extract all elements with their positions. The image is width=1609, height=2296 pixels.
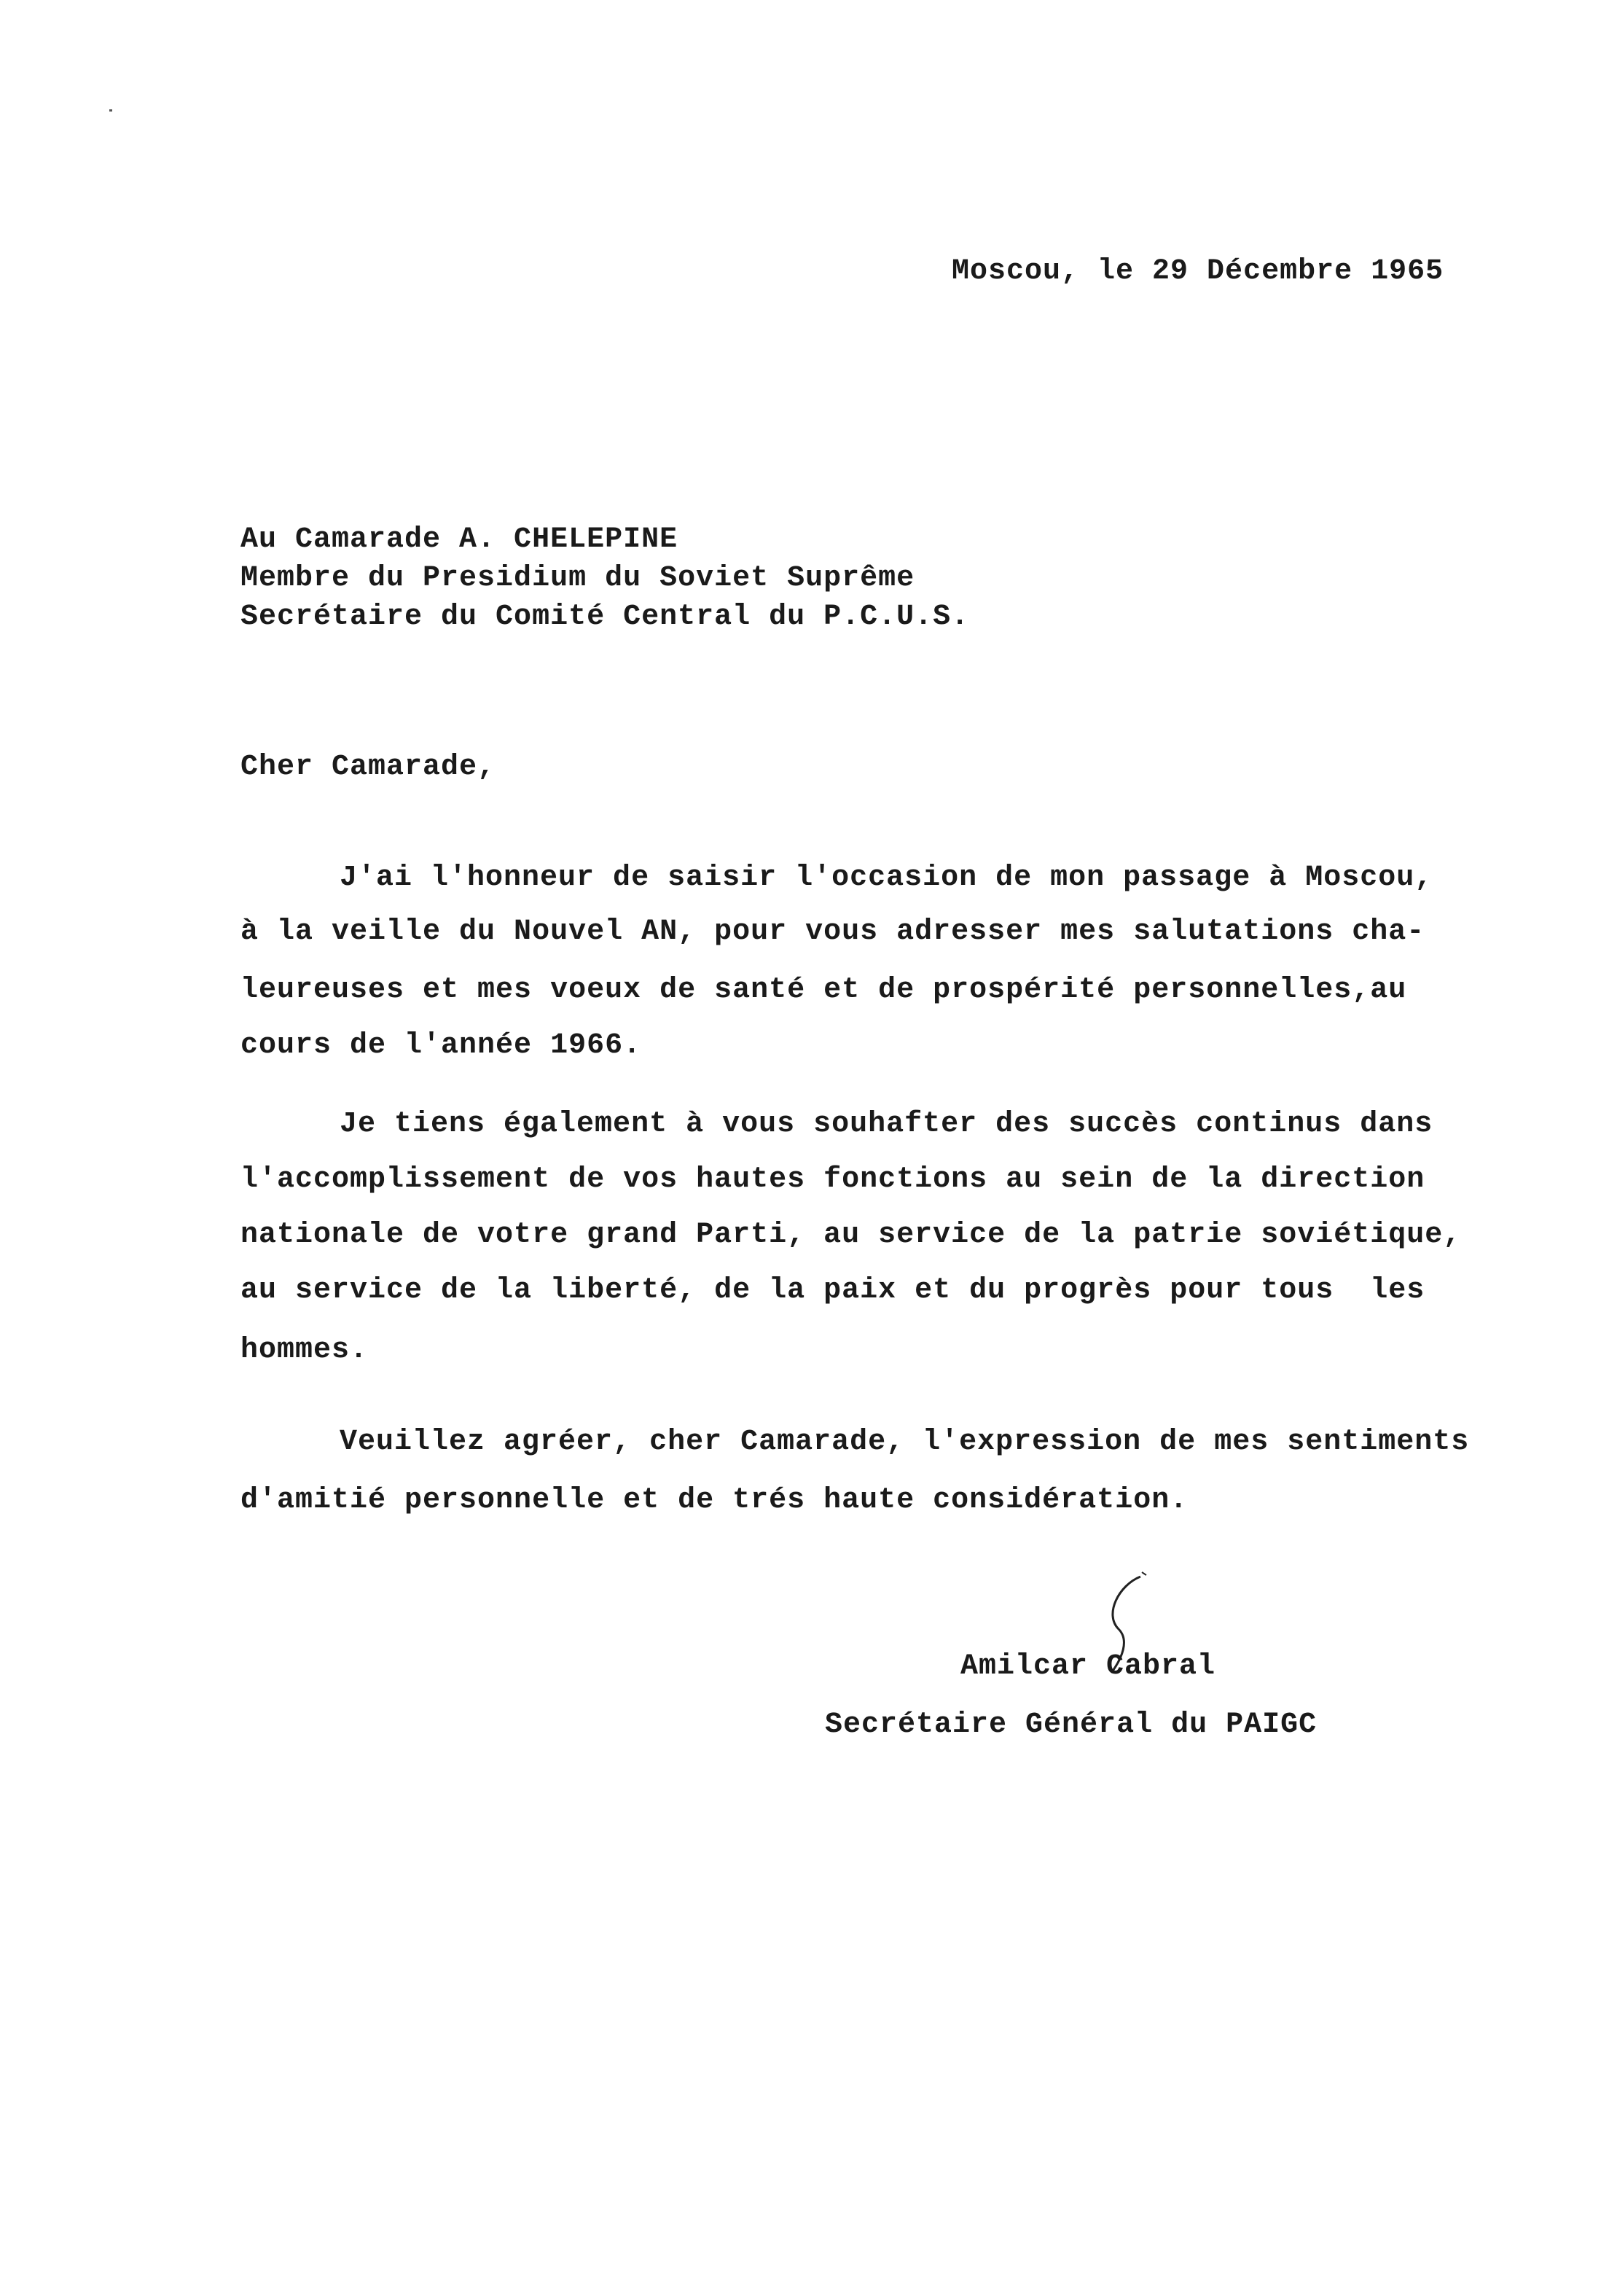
recipient-line-2: Membre du Presidium du Soviet Suprême xyxy=(240,562,915,595)
paragraph3-line-1: Veuillez agréer, cher Camarade, l'expression de mes sentiments xyxy=(340,1426,1470,1459)
paragraph2-line-1: Je tiens également à vous souhafter des succès continus dans xyxy=(340,1108,1433,1141)
paper-speck xyxy=(109,109,112,112)
letter-date: Moscou, le 29 Décembre 1965 xyxy=(952,255,1444,288)
paragraph2-line-3: nationale de votre grand Parti, au service de la patrie soviétique, xyxy=(240,1219,1462,1252)
paragraph1-line-4: cours de l'année 1966. xyxy=(240,1029,642,1062)
paragraph2-line-2: l'accomplissement de vos hautes fonctions au sein de la direction xyxy=(240,1163,1425,1196)
signature-name: Amilcar Cabral xyxy=(960,1650,1216,1683)
recipient-line-1: Au Camarade A. CHELEPINE xyxy=(240,523,678,556)
paragraph1-line-1: J'ai l'honneur de saisir l'occasion de mon passage à Moscou, xyxy=(340,862,1433,894)
paragraph1-line-2: à la veille du Nouvel AN, pour vous adresser mes salutations cha- xyxy=(240,915,1425,948)
paragraph2-line-4: au service de la liberté, de la paix et du progrès pour tous les xyxy=(240,1274,1425,1307)
paragraph1-line-3: leureuses et mes voeux de santé et de prospérité personnelles,au xyxy=(240,974,1407,1007)
recipient-line-3: Secrétaire du Comité Central du P.C.U.S. xyxy=(240,601,970,633)
paragraph3-line-2: d'amitié personnelle et de trés haute considération. xyxy=(240,1484,1189,1517)
salutation: Cher Camarade, xyxy=(240,751,496,784)
signature-title: Secrétaire Général du PAIGC xyxy=(825,1709,1318,1741)
paragraph2-line-5: hommes. xyxy=(240,1334,369,1367)
